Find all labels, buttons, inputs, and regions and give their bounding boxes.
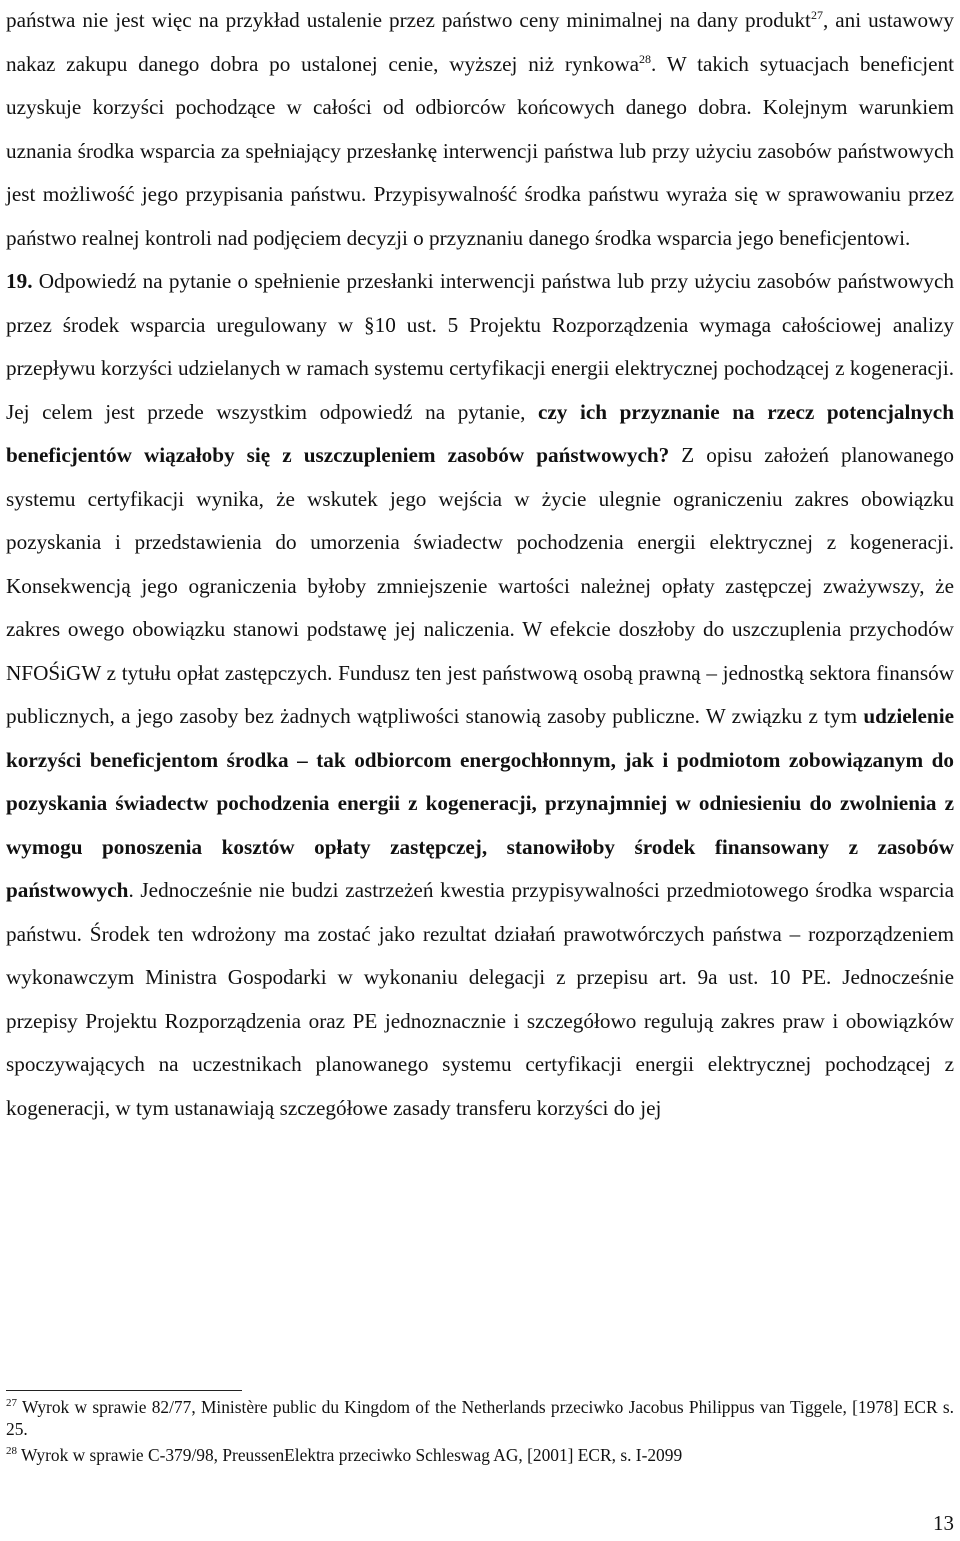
paragraph-text: . Jednocześnie nie budzi zastrzeżeń kwestia przypisywalności przedmiotowego środka wsparcia państwu. Środek ten wdrożony ma zostać jako rezultat działań prawotwórczych państwa – rozporządzeniem wykonawczym Ministra Gospodarki w wykonaniu delegacji z przepisu art. 9a ust. 10 PE. Jednocześnie przepisy Projektu Rozporządzenia oraz PE jednoznacznie i szczegółowo regulują zakres praw i obowiązków spoczywających na uczestnikach planowanego systemu certyfikacji energii elektrycznej pochodzącej z kogeneracji, w tym ustanawiają szczegółowe zasady transferu korzyści do jej bbox=[6, 878, 954, 1120]
paragraph-number: 19. bbox=[6, 269, 33, 293]
footnote-marker: 28 bbox=[6, 1445, 17, 1458]
bold-emphasis: udzielenie korzyści beneficjentom środka – tak odbiorcom energochłonnym, jak i podmiotom zobowiązanym do pozyskania świadectw pochodzenia energii z kogeneracji, przynajmniej w odniesieniu do zwolnienia z wymogu ponoszenia kosztów opłaty zastępczej, stanowiłoby środek finansowany z zasobów państwowych bbox=[6, 704, 954, 902]
footnote-marker: 27 bbox=[6, 1397, 17, 1410]
paragraph-text: , ani ustawowy nakaz zakupu danego dobra po ustalonej cenie, wyższej niż rynkowa bbox=[6, 8, 954, 76]
footnote-text: Wyrok w sprawie C-379/98, PreussenElektra przeciwko Schleswag AG, [2001] ECR, s. I-2099 bbox=[17, 1445, 683, 1465]
footnotes bbox=[6, 1396, 954, 1470]
main-text bbox=[6, 0, 954, 1130]
footnote bbox=[6, 1444, 954, 1466]
paragraph-text: Z opisu założeń planowanego systemu certyfikacji wynika, że wskutek jego wejścia w życie ulegnie ograniczeniu zakres obowiązku pozyskania i przedstawienia do umorzenia świadectw pochodzenia energii elektrycznej z kogeneracji. Konsekwencją jego ograniczenia byłoby zmniejszenie wartości należnej opłaty zastępczej zważywszy, że zakres owego obowiązku stanowi podstawę jej naliczenia. W efekcie doszłoby do uszczuplenia przychodów NFOŚiGW z tytułu opłat zastępczych. Fundusz ten jest państwową osobą prawną – jednostką sektora finansów publicznych, a jego zasoby bez żadnych wątpliwości stanowią zasoby publiczne. W związku z tym bbox=[6, 443, 954, 728]
paragraph-text: państwa nie jest więc na przykład ustalenie przez państwo ceny minimalnej na dany produkt bbox=[6, 8, 811, 32]
bold-emphasis: czy ich przyznanie na rzecz potencjalnych beneficjentów wiązałoby się z uszczupleniem zasobów państwowych? bbox=[6, 399, 954, 467]
document-page bbox=[6, 0, 954, 1541]
footnote-reference: 28 bbox=[639, 51, 652, 66]
paragraph-text: Odpowiedź na pytanie o spełnienie przesłanki interwencji państwa lub przy użyciu zasobów państwowych przez środek wsparcia uregulowany w §10 ust. 5 Projektu Rozporządzenia wymaga całościowej analizy przepływu korzyści udzielanych w ramach systemu certyfikacji energii elektrycznej pochodzącej z kogeneracji. Jej celem jest przede wszystkim odpowiedź na pytanie, bbox=[6, 269, 954, 424]
footnote-separator bbox=[6, 1390, 242, 1391]
paragraph-continuation bbox=[6, 0, 954, 260]
page-number: 13 bbox=[933, 1511, 954, 1535]
footnote-text: Wyrok w sprawie 82/77, Ministère public du Kingdom of the Netherlands przeciwko Jacobus Philippus van Tiggele, [1978] ECR s. 25. bbox=[6, 1397, 954, 1439]
paragraph-19 bbox=[6, 260, 954, 1130]
footnote-reference: 27 bbox=[810, 7, 823, 22]
footnote bbox=[6, 1396, 954, 1440]
paragraph-text: . W takich sytuacjach beneficjent uzyskuje korzyści pochodzące w całości od odbiorców końcowych danego dobra. Kolejnym warunkiem uznania środka wsparcia za spełniający przesłankę interwencji państwa lub przy użyciu zasobów państwowych jest możliwość jego przypisania państwu. Przypisywalność środka państwu wyraża się w sprawowaniu przez państwo realnej kontroli nad podjęciem decyzji o przyznaniu danego środka wsparcia jego beneficjentowi. bbox=[6, 51, 955, 250]
